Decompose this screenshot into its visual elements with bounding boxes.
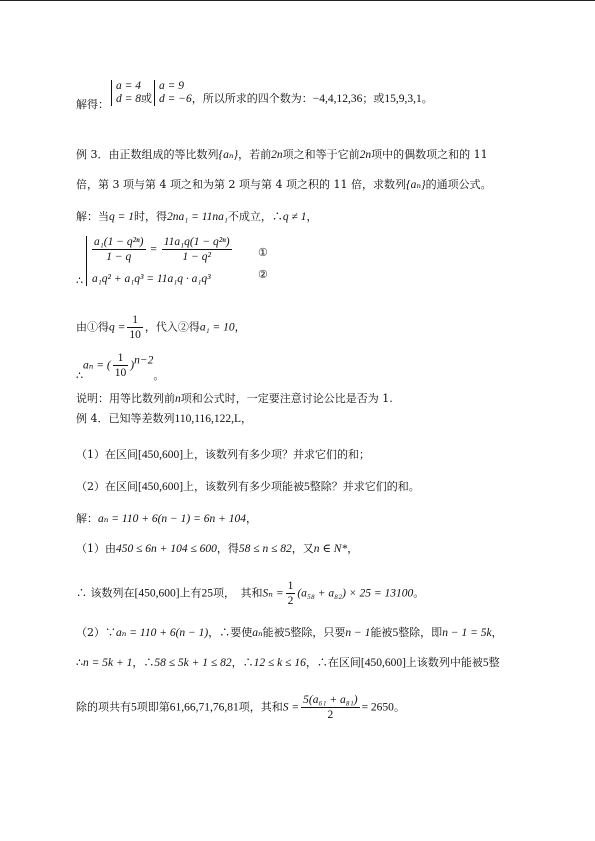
example-4-line: 例 4．已知等差数列110,116,122,L，: [76, 412, 253, 425]
solution-3-line-1: 解：当q = 1时，得2na₁ = 11na₁不成立，∴q ≠ 1，: [76, 210, 318, 223]
solution-4-part-2: （2）∵aₙ = 110 + 6(n − 1)，∴要使aₙ能被5整除，只要n − 1能被5整除，即n − 1 = 5k，: [76, 626, 503, 639]
solution-label: 解得：: [76, 98, 109, 111]
solution-4-result-3: 除的项共有5项即第61,66,71,76,81项，其和S = $\frac{\text{5(a₆₁ + a₈₁)}}{2}$ = 2650。: [76, 694, 405, 721]
system-1: a = 4 d = 8: [111, 80, 141, 106]
general-term-line: ∴aₙ = ( $\frac{1}{10}$ )$^{n-2}$。: [76, 352, 165, 382]
top-border-line: [0, 0, 595, 1]
note-line: 说明：用等比数列前n项和公式时，一定要注意讨论公比是否为 1.: [76, 392, 393, 405]
solution-4-result-1: ∴ 该数列在[450,600]上有25项， 其和Sₙ = $\frac{1}{2}$ (a₅₈ + a₈₂) × 25 = 13100。: [76, 580, 425, 607]
solution-line-1: 解得： a = 4 d = 8 或 a = 9 d = −6 ，所以所求的四个数为：−4,4,12,36；或15,9,3,1。: [76, 80, 433, 111]
solution-4-result-2: ∴n = 5k + 1，∴58 ≤ 5k + 1 ≤ 82，∴12 ≤ k ≤ 16，∴在区间[450,600]上该数列中能被5整: [76, 656, 500, 669]
system-2: a = 9 d = −6: [154, 80, 192, 106]
system-brace: [86, 236, 87, 286]
equation-1: $\frac{\text{a₁(1 − q²ⁿ)}}{1 - q}$ = $\frac{\text{11a₁q(1 − q²ⁿ)}}{\text{1 − q²}}$: [94, 236, 230, 263]
solution-4-part-1: （1）由450 ≤ 6n + 104 ≤ 600，得58 ≤ n ≤ 82，又n ∈ N*，: [76, 542, 359, 555]
equation-2: a₁q² + a₁q³ = 11a₁q · a₁q³: [92, 273, 211, 285]
example-3-line-2: 倍，第 3 项与第 4 项之和为第 2 项与第 4 项之积的 11 倍，求数列{aₙ}的通项公式。: [76, 178, 492, 191]
answer-set-2: 15,9,3,1: [384, 93, 422, 105]
therefore-symbol: ∴: [76, 274, 83, 287]
question-2: （2）在区间[450,600]上，该数列有多少项能被5整除？并求它们的和。: [76, 480, 420, 493]
example-3-line-1: 例 3．由正数组成的等比数列{aₙ}，若前2n项之和等于它前2n项中的偶数项之和的 11: [76, 148, 488, 161]
solution-4-line-1: 解：aₙ = 110 + 6(n − 1) = 6n + 104，: [76, 512, 258, 525]
question-1: （1）在区间[450,600]上，该数列有多少项？并求它们的和；: [76, 448, 371, 461]
answer-set-1: −4,4,12,36: [312, 93, 363, 105]
q-value-line: 由①得q = $\frac{1}{10}$ ，代入②得a₁ = 10，: [76, 314, 246, 341]
equation-1-marker: ①: [258, 246, 268, 259]
equation-2-marker: ②: [258, 268, 268, 281]
